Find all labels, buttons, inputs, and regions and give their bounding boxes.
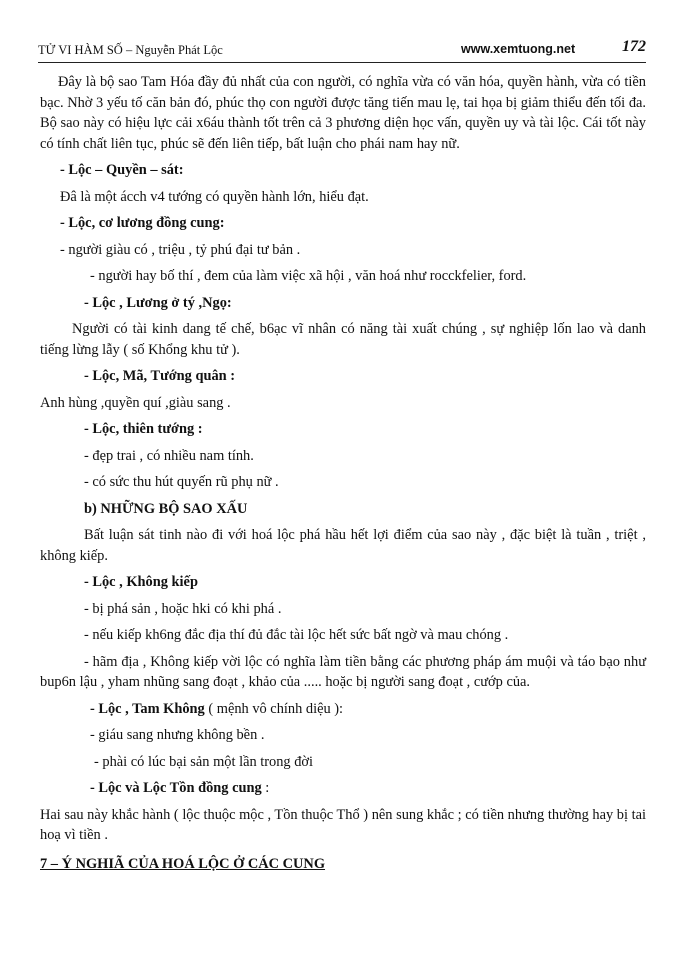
heading-loc-co-luong: - Lộc, cơ lương đồng cung:	[60, 215, 225, 231]
heading-loc-ton-colon: :	[261, 780, 270, 796]
paragraph-thien-tuong-1: - đẹp trai , có nhiều nam tính.	[84, 447, 254, 464]
heading-loc-luong: - Lộc , Lương ở tý ,Ngọ:	[84, 294, 232, 311]
page-header	[38, 40, 646, 63]
heading-loc-quyen-sat: - Lộc – Quyền – sát:	[60, 162, 184, 178]
website-link[interactable]: www.xemtuong.net	[461, 42, 576, 56]
paragraph-loc-ton: Hai sau này khắc hành ( lộc thuộc mộc , Tồn thuộc Thổ ) nên sung khắc ; có tiền nhưng thường hay bị tai hoạ vì tiền .	[40, 806, 646, 843]
paragraph-loc-luong: Người có tài kinh dang tế chế, b6ạc vĩ nhân có năng tài xuất chúng , sự nghiệp lốn lao và danh tiếng lừng lẫy ( số Khổng khu tử ).	[40, 321, 646, 358]
heading-loc-ma: - Lộc, Mã, Tướng quân :	[84, 368, 236, 384]
heading-loc-ton: - Lộc và Lộc Tồn đồng cung	[90, 780, 262, 796]
heading-tam-khong: - Lộc , Tam Không	[90, 700, 205, 717]
heading-loc-thien-tuong: - Lộc, thiên tướng :	[84, 421, 203, 437]
book-title: TỬ VI HÀM SỐ – Nguyễn Phát Lộc	[38, 43, 223, 57]
paragraph-thien-tuong-2: - có sức thu hút quyến rũ phụ nữ .	[84, 474, 279, 490]
page-number: 172	[622, 38, 646, 55]
paragraph-loc-ma: Anh hùng ,quyền quí ,giàu sang .	[40, 394, 231, 411]
paragraph-tam-khong-2: - phài có lúc bại sản một lần trong đời	[94, 753, 314, 770]
section-7-heading: 7 – Ý NGHIÃ CỦA HOÁ LỘC Ở CÁC CUNG	[40, 855, 326, 872]
heading-tam-khong-note: ( mệnh vô chính diệu ):	[204, 700, 344, 717]
heading-loc-ton-line	[40, 778, 646, 799]
heading-bad-stars: b) NHỮNG BỘ SAO XẤU	[84, 500, 248, 517]
heading-tam-khong-line	[40, 699, 646, 720]
heading-khong-kiep: - Lộc , Không kiếp	[84, 574, 198, 590]
page-body	[40, 70, 646, 874]
paragraph-khong-kiep-3: - hãm địa , Không kiếp vời lộc có nghĩa làm tiền bằng các phương pháp ám muội và táo bạo như bup6n lậu , yham nhũng sang đoạt , khảo của ..... hoặc bị người sang đoạt , cướp của.	[40, 653, 646, 690]
intro-paragraph: Đây là bộ sao Tam Hóa đầy đủ nhất của con người, có nghĩa vừa có văn hóa, quyền hành, vừa có tiền bạc. Nhờ 3 yếu tố căn bản đó, phúc thọ con người được tăng tiến mau lẹ, tai họa bị giảm thiểu đến tối đa. Bộ sao này có hiệu lực cải x6áu thành tốt trên cả 3 phương diện học vấn, quyền uy và tài lộc. Cái tốt này có tính chất liên tục, phúc sẽ đến liên tiếp, bất luận cho phái nam hay nữ.	[40, 74, 646, 152]
paragraph-khong-kiep-2: - nếu kiếp kh6ng đắc địa thí đủ đắc tài lộc hết sức bất ngờ và mau chóng .	[84, 627, 509, 643]
paragraph-khong-kiep-1: - bị phá sản , hoặc hki có khi phá .	[84, 600, 282, 617]
paragraph-co-luong-1: - người giàu có , triệu , tỷ phú đại tư bản .	[60, 241, 301, 258]
paragraph-loc-quyen-sat: Đâ là một ácch v4 tướng có quyền hành lớn, hiểu đạt.	[60, 188, 369, 205]
paragraph-co-luong-2: - người hay bố thí , đem của làm việc xã hội , văn hoá như rocckfelier, ford.	[90, 268, 527, 284]
paragraph-tam-khong-1: - giáu sang nhưng không bền .	[90, 727, 265, 743]
paragraph-bad-stars: Bất luận sát tinh nào đi với hoá lộc phá hầu hết lợi điểm của sao này , đặc biệt là tuần , triệt , không kiếp.	[40, 527, 646, 564]
